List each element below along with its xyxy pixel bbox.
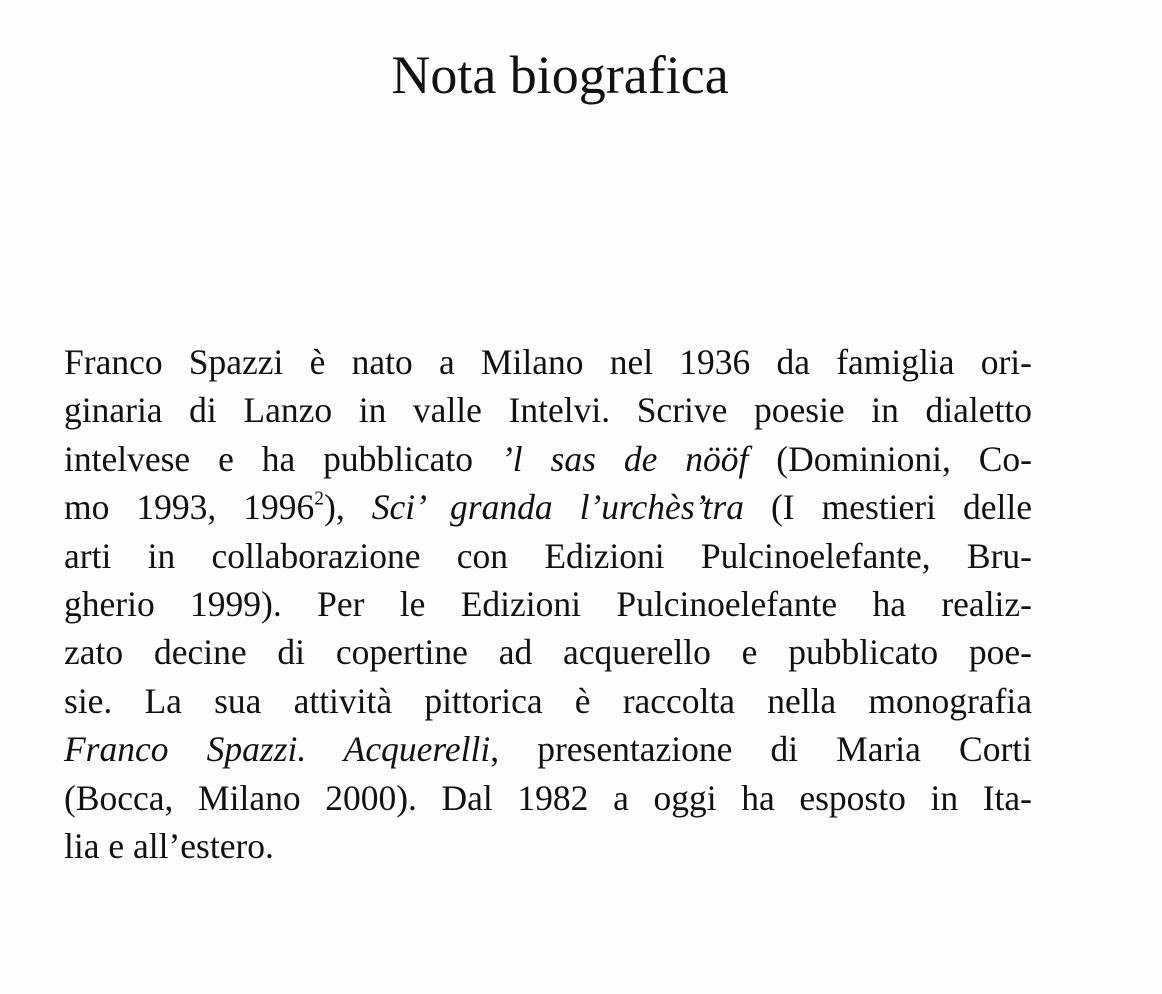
text-line-10: (Bocca, Milano 2000). Dal 1982 a oggi ha esposto in Ita- [64, 777, 1032, 818]
text-line-3 [64, 435, 1032, 483]
biography-paragraph [64, 338, 1032, 870]
text-line-1: Franco Spazzi è nato a Milano nel 1936 da famiglia ori- [64, 342, 1032, 382]
text-line-4-mid: ), [324, 487, 372, 528]
text-line-5: arti in collaborazione con Edizioni Pulcinoelefante, Bru- [64, 535, 1032, 576]
page-title: Nota biografica [391, 45, 729, 105]
book-title-sas-de-noof: ’l sas de nööf [500, 438, 749, 479]
text-line-7: zato decine di copertine ad acquerello e pubblicato poe- [64, 632, 1032, 673]
text-line-3-end: (Dominioni, Co- [748, 438, 1033, 479]
text-line-11: lia e all’estero. [64, 826, 274, 867]
book-title-urchestra: Sci’ granda l’urchès’tra [371, 487, 744, 528]
text-line-9 [64, 725, 1032, 773]
text-line-4-start: mo 1993, 1996 [64, 487, 315, 528]
text-line-4-end: (I mestieri delle [743, 487, 1032, 528]
book-title-acquerelli: Franco Spazzi. Acquerelli [64, 729, 491, 770]
text-line-3-start: intelvese e ha pubblicato [64, 438, 501, 479]
text-line-8: sie. La sua attività pittorica è raccolta nella monografia [64, 680, 1032, 721]
edition-superscript: 2 [314, 488, 325, 510]
text-line-9-end: , presentazione di Maria Corti [490, 729, 1033, 770]
text-line-4 [64, 483, 1032, 531]
text-line-2: ginaria di Lanzo in valle Intelvi. Scrive poesie in dialetto [64, 390, 1032, 431]
text-line-6: gherio 1999). Per le Edizioni Pulcinoelefante ha realiz- [64, 584, 1032, 625]
